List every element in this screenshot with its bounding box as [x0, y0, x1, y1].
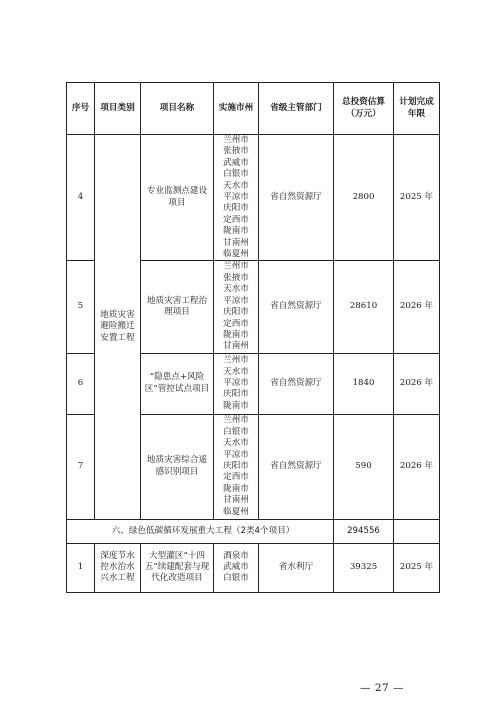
row-year: 2026 年	[394, 261, 440, 353]
row-name: “隐患点+风险区”管控试点项目	[141, 353, 214, 414]
table-row	[67, 135, 440, 261]
row-dept: 省自然资源厅	[259, 261, 334, 353]
row-cities: 兰州市 张掖市 天水市 平凉市 庆阳市 定西市 陇南市 甘南州	[214, 261, 259, 353]
row-name: 地质灾害工程治理项目	[141, 261, 214, 353]
row-name: 专业监测点建设项目	[141, 135, 214, 261]
row-year: 2025 年	[394, 135, 440, 261]
row-cities: 兰州市 白银市 天水市 平凉市 庆阳市 定西市 陇南市 甘南州 临夏州	[214, 414, 259, 519]
row-year: 2025 年	[394, 543, 440, 592]
row-cities: 兰州市 天水市 平凉市 庆阳市 陇南市	[214, 353, 259, 414]
page-number: — 27 —	[360, 682, 405, 694]
header-seq: 序号	[67, 83, 95, 135]
section-empty	[394, 519, 440, 543]
header-row	[67, 83, 440, 135]
header-dept: 省级主管部门	[259, 83, 334, 135]
row-invest: 590	[334, 414, 394, 519]
row-year: 2026 年	[394, 414, 440, 519]
row-category: 深度节水控水治水兴水工程	[95, 543, 141, 592]
row-year: 2026 年	[394, 353, 440, 414]
row-invest: 39325	[334, 543, 394, 592]
row-dept: 省自然资源厅	[259, 135, 334, 261]
header-year: 计划完成年限	[394, 83, 440, 135]
row-name: 大型灌区“十四五”续建配套与现代化改造项目	[141, 543, 214, 592]
row-category: 地质灾害避险搬迁安置工程	[95, 135, 141, 520]
header-invest: 总投资估算（万元）	[334, 83, 394, 135]
row-seq: 5	[67, 261, 95, 353]
row-seq: 4	[67, 135, 95, 261]
row-seq: 7	[67, 414, 95, 519]
section-title: 六、绿色低碳循环发展重大工程（2类4个项目）	[67, 519, 334, 543]
table-row	[67, 543, 440, 592]
header-category: 项目类别	[95, 83, 141, 135]
section-total: 294556	[334, 519, 394, 543]
row-dept: 省自然资源厅	[259, 414, 334, 519]
row-seq: 6	[67, 353, 95, 414]
header-cities: 实施市州	[214, 83, 259, 135]
section-row	[67, 519, 440, 543]
row-cities: 酒泉市 武威市 白银市	[214, 543, 259, 592]
row-invest: 28610	[334, 261, 394, 353]
row-dept: 省水利厅	[259, 543, 334, 592]
header-name: 项目名称	[141, 83, 214, 135]
row-dept: 省自然资源厅	[259, 353, 334, 414]
row-invest: 1840	[334, 353, 394, 414]
row-seq: 1	[67, 543, 95, 592]
row-invest: 2800	[334, 135, 394, 261]
project-table	[66, 82, 440, 593]
row-cities: 兰州市 张掖市 武威市 白银市 天水市 平凉市 庆阳市 定西市 陇南市 甘南州 临夏州	[214, 135, 259, 261]
row-name: 地质灾害综合遥感识别项目	[141, 414, 214, 519]
